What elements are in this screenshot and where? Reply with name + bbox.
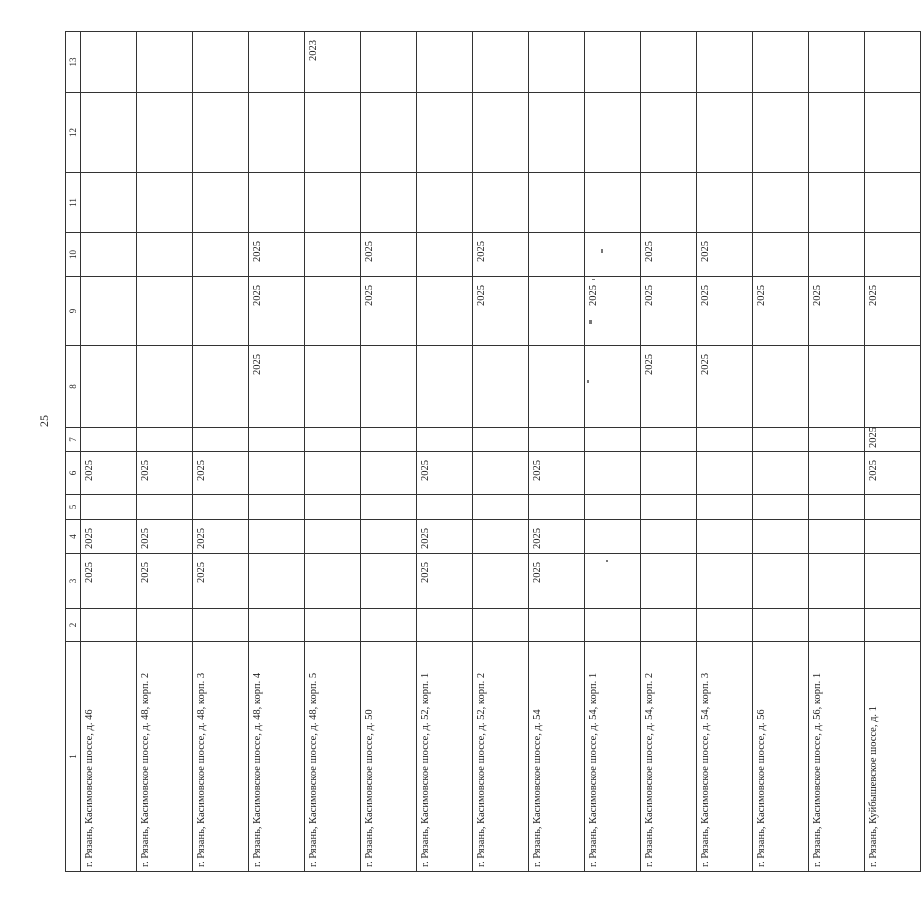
year-cell-col-8 [417, 346, 473, 428]
year-cell-col-8: 2025 [641, 346, 697, 428]
year-cell-col-8 [305, 346, 361, 428]
table-row [809, 32, 865, 872]
year-cell-col-13 [249, 32, 305, 93]
year-cell-col-6 [585, 452, 641, 495]
year-cell-col-5 [529, 495, 585, 520]
table-row [81, 32, 137, 872]
year-cell-col-5 [473, 495, 529, 520]
year-cell-col-12 [529, 93, 585, 173]
year-cell-col-4 [473, 520, 529, 554]
year-cell-col-6: 2025 [865, 452, 921, 495]
year-cell-col-5 [417, 495, 473, 520]
year-cell-col-2 [641, 609, 697, 642]
year-cell-col-5 [361, 495, 417, 520]
year-cell-col-6 [809, 452, 865, 495]
year-cell-col-3: 2025 [137, 554, 193, 609]
year-cell-col-9: 2025 [585, 277, 641, 346]
scan-speck [601, 249, 603, 253]
year-cell-col-3 [361, 554, 417, 609]
table-row [249, 32, 305, 872]
address-cell: г. Рязань, Касимовское шоссе, д. 50 [361, 642, 417, 872]
year-cell-col-4 [249, 520, 305, 554]
address-cell: г. Рязань, Касимовское шоссе, д. 52, корп. 1 [417, 642, 473, 872]
year-cell-col-7 [305, 428, 361, 452]
table-row [585, 32, 641, 872]
year-cell-col-12 [585, 93, 641, 173]
year-cell-col-4 [865, 520, 921, 554]
year-cell-col-11 [697, 173, 753, 233]
address-cell: г. Рязань, Касимовское шоссе, д. 48, корп. 4 [249, 642, 305, 872]
year-cell-col-3: 2025 [81, 554, 137, 609]
address-cell: г. Рязань, Касимовское шоссе, д. 54 [529, 642, 585, 872]
year-cell-col-9: 2025 [473, 277, 529, 346]
year-cell-col-12 [305, 93, 361, 173]
address-cell: г. Рязань, Касимовское шоссе, д. 48, корп. 3 [193, 642, 249, 872]
year-cell-col-10 [305, 233, 361, 277]
year-cell-col-5 [137, 495, 193, 520]
scan-speck [592, 279, 595, 280]
table-row [473, 32, 529, 872]
year-cell-col-7 [697, 428, 753, 452]
year-cell-col-2 [137, 609, 193, 642]
year-cell-col-12 [193, 93, 249, 173]
year-cell-col-12 [753, 93, 809, 173]
year-cell-col-5 [585, 495, 641, 520]
column-header-3: 3 [66, 554, 81, 609]
year-cell-col-13 [529, 32, 585, 93]
table-row [697, 32, 753, 872]
year-cell-col-4 [809, 520, 865, 554]
year-cell-col-9 [81, 277, 137, 346]
year-cell-col-5 [305, 495, 361, 520]
year-cell-col-6 [641, 452, 697, 495]
column-header-1: 1 [66, 642, 81, 872]
year-cell-col-13 [697, 32, 753, 93]
year-cell-col-10 [417, 233, 473, 277]
year-cell-col-3 [753, 554, 809, 609]
year-cell-col-13: 2023 [305, 32, 361, 93]
year-cell-col-11 [809, 173, 865, 233]
year-cell-col-10: 2025 [641, 233, 697, 277]
scan-speck [587, 380, 589, 383]
year-cell-col-6 [361, 452, 417, 495]
year-cell-col-12 [641, 93, 697, 173]
address-cell: г. Рязань, Куйбышевское шоссе, д. 1 [865, 642, 921, 872]
address-cell: г. Рязань, Касимовское шоссе, д. 56, корп. 1 [809, 642, 865, 872]
year-cell-col-2 [249, 609, 305, 642]
year-cell-col-2 [361, 609, 417, 642]
year-cell-col-9: 2025 [361, 277, 417, 346]
year-cell-col-2 [585, 609, 641, 642]
year-cell-col-9: 2025 [865, 277, 921, 346]
column-header-13: 13 [66, 32, 81, 93]
year-cell-col-5 [249, 495, 305, 520]
table-row [361, 32, 417, 872]
year-cell-col-2 [305, 609, 361, 642]
address-cell: г. Рязань, Касимовское шоссе, д. 54, корп. 2 [641, 642, 697, 872]
year-cell-col-4: 2025 [81, 520, 137, 554]
year-cell-col-12 [417, 93, 473, 173]
year-cell-col-6 [249, 452, 305, 495]
year-cell-col-8 [193, 346, 249, 428]
column-header-6: 6 [66, 452, 81, 495]
year-cell-col-10: 2025 [361, 233, 417, 277]
year-cell-col-3 [305, 554, 361, 609]
address-cell: г. Рязань, Касимовское шоссе, д. 56 [753, 642, 809, 872]
table-row [417, 32, 473, 872]
year-cell-col-3 [473, 554, 529, 609]
year-cell-col-3 [641, 554, 697, 609]
year-cell-col-11 [641, 173, 697, 233]
address-cell: г. Рязань, Касимовское шоссе, д. 54, корп. 1 [585, 642, 641, 872]
year-cell-col-9: 2025 [641, 277, 697, 346]
year-cell-col-4: 2025 [417, 520, 473, 554]
year-cell-col-6 [753, 452, 809, 495]
year-cell-col-13 [641, 32, 697, 93]
column-header-11: 11 [66, 173, 81, 233]
year-cell-col-9: 2025 [249, 277, 305, 346]
year-cell-col-11 [305, 173, 361, 233]
year-cell-col-7 [529, 428, 585, 452]
year-cell-col-10 [137, 233, 193, 277]
year-cell-col-6: 2025 [529, 452, 585, 495]
year-cell-col-11 [137, 173, 193, 233]
address-cell: г. Рязань, Касимовское шоссе, д. 52, корп. 2 [473, 642, 529, 872]
year-cell-col-13 [81, 32, 137, 93]
year-cell-col-2 [809, 609, 865, 642]
year-cell-col-4 [305, 520, 361, 554]
year-cell-col-13 [865, 32, 921, 93]
year-cell-col-7 [193, 428, 249, 452]
page-number: 25 [37, 415, 51, 427]
year-cell-col-11 [361, 173, 417, 233]
year-cell-col-13 [137, 32, 193, 93]
year-cell-col-8 [865, 346, 921, 428]
column-header-12: 12 [66, 93, 81, 173]
schedule-table-container [65, 32, 879, 872]
column-header-9: 9 [66, 277, 81, 346]
year-cell-col-5 [193, 495, 249, 520]
year-cell-col-12 [697, 93, 753, 173]
year-cell-col-4 [753, 520, 809, 554]
year-cell-col-9 [305, 277, 361, 346]
column-header-10: 10 [66, 233, 81, 277]
year-cell-col-6 [697, 452, 753, 495]
address-cell: г. Рязань, Касимовское шоссе, д. 46 [81, 642, 137, 872]
year-cell-col-13 [809, 32, 865, 93]
year-cell-col-10: 2025 [697, 233, 753, 277]
year-cell-col-6: 2025 [137, 452, 193, 495]
year-cell-col-6 [473, 452, 529, 495]
year-cell-col-7 [361, 428, 417, 452]
year-cell-col-3: 2025 [417, 554, 473, 609]
year-cell-col-5 [641, 495, 697, 520]
year-cell-col-5 [809, 495, 865, 520]
year-cell-col-8 [753, 346, 809, 428]
year-cell-col-5 [865, 495, 921, 520]
year-cell-col-7 [137, 428, 193, 452]
year-cell-col-9: 2025 [753, 277, 809, 346]
year-cell-col-12 [809, 93, 865, 173]
year-cell-col-12 [473, 93, 529, 173]
year-cell-col-11 [529, 173, 585, 233]
year-cell-col-3 [585, 554, 641, 609]
year-cell-col-7 [249, 428, 305, 452]
year-cell-col-4 [641, 520, 697, 554]
year-cell-col-7 [585, 428, 641, 452]
year-cell-col-8 [529, 346, 585, 428]
year-cell-col-5 [753, 495, 809, 520]
year-cell-col-3 [697, 554, 753, 609]
year-cell-col-9: 2025 [697, 277, 753, 346]
year-cell-col-4 [361, 520, 417, 554]
year-cell-col-11 [473, 173, 529, 233]
year-cell-col-3 [249, 554, 305, 609]
year-cell-col-8 [137, 346, 193, 428]
year-cell-col-11 [585, 173, 641, 233]
year-cell-col-11 [417, 173, 473, 233]
year-cell-col-2 [81, 609, 137, 642]
year-cell-col-12 [249, 93, 305, 173]
year-cell-col-8 [809, 346, 865, 428]
year-cell-col-10 [865, 233, 921, 277]
year-cell-col-9 [193, 277, 249, 346]
year-cell-col-9 [417, 277, 473, 346]
column-header-4: 4 [66, 520, 81, 554]
year-cell-col-10: 2025 [473, 233, 529, 277]
scan-speck [606, 560, 608, 562]
table-row [641, 32, 697, 872]
column-header-2: 2 [66, 609, 81, 642]
year-cell-col-10 [193, 233, 249, 277]
table-row [305, 32, 361, 872]
table-row [865, 32, 921, 872]
year-cell-col-13 [193, 32, 249, 93]
year-cell-col-7 [81, 428, 137, 452]
year-cell-col-4: 2025 [137, 520, 193, 554]
year-cell-col-8 [81, 346, 137, 428]
year-cell-col-3: 2025 [193, 554, 249, 609]
year-cell-col-3: 2025 [529, 554, 585, 609]
table-row [137, 32, 193, 872]
year-cell-col-3 [809, 554, 865, 609]
year-cell-col-10 [81, 233, 137, 277]
address-cell: г. Рязань, Касимовское шоссе, д. 48, корп. 5 [305, 642, 361, 872]
year-cell-col-11 [865, 173, 921, 233]
year-cell-col-2 [697, 609, 753, 642]
year-cell-col-7 [417, 428, 473, 452]
year-cell-col-4: 2025 [193, 520, 249, 554]
year-cell-col-12 [81, 93, 137, 173]
address-cell: г. Рязань, Касимовское шоссе, д. 48, корп. 2 [137, 642, 193, 872]
year-cell-col-8 [361, 346, 417, 428]
year-cell-col-3 [865, 554, 921, 609]
year-cell-col-6: 2025 [417, 452, 473, 495]
year-cell-col-12 [361, 93, 417, 173]
table-body [81, 32, 921, 872]
year-cell-col-6 [305, 452, 361, 495]
table-row [753, 32, 809, 872]
year-cell-col-13 [753, 32, 809, 93]
year-cell-col-7 [641, 428, 697, 452]
year-cell-col-4: 2025 [529, 520, 585, 554]
year-cell-col-8: 2025 [697, 346, 753, 428]
year-cell-col-4 [585, 520, 641, 554]
year-cell-col-4 [697, 520, 753, 554]
year-cell-col-9: 2025 [809, 277, 865, 346]
column-header-8: 8 [66, 346, 81, 428]
year-cell-col-13 [473, 32, 529, 93]
year-cell-col-6: 2025 [193, 452, 249, 495]
year-cell-col-10 [809, 233, 865, 277]
year-cell-col-7 [809, 428, 865, 452]
scan-speck [589, 320, 592, 324]
year-cell-col-2 [753, 609, 809, 642]
year-cell-col-11 [81, 173, 137, 233]
column-header-7: 7 [66, 428, 81, 452]
year-cell-col-2 [417, 609, 473, 642]
schedule-table [65, 31, 921, 872]
year-cell-col-9 [137, 277, 193, 346]
year-cell-col-8: 2025 [249, 346, 305, 428]
year-cell-col-2 [529, 609, 585, 642]
year-cell-col-11 [249, 173, 305, 233]
year-cell-col-13 [585, 32, 641, 93]
year-cell-col-11 [193, 173, 249, 233]
year-cell-col-8 [585, 346, 641, 428]
year-cell-col-8 [473, 346, 529, 428]
year-cell-col-11 [753, 173, 809, 233]
year-cell-col-10 [753, 233, 809, 277]
year-cell-col-5 [81, 495, 137, 520]
year-cell-col-9 [529, 277, 585, 346]
year-cell-col-2 [473, 609, 529, 642]
year-cell-col-2 [193, 609, 249, 642]
header-row [66, 32, 81, 872]
year-cell-col-10 [529, 233, 585, 277]
year-cell-col-10 [585, 233, 641, 277]
year-cell-col-7 [753, 428, 809, 452]
year-cell-col-13 [417, 32, 473, 93]
year-cell-col-10: 2025 [249, 233, 305, 277]
table-row [529, 32, 585, 872]
column-header-5: 5 [66, 495, 81, 520]
year-cell-col-12 [137, 93, 193, 173]
year-cell-col-12 [865, 93, 921, 173]
year-cell-col-7: 2025 [865, 428, 921, 452]
year-cell-col-2 [865, 609, 921, 642]
year-cell-col-13 [361, 32, 417, 93]
year-cell-col-6: 2025 [81, 452, 137, 495]
address-cell: г. Рязань, Касимовское шоссе, д. 54, корп. 3 [697, 642, 753, 872]
year-cell-col-5 [697, 495, 753, 520]
year-cell-col-7 [473, 428, 529, 452]
table-row [193, 32, 249, 872]
